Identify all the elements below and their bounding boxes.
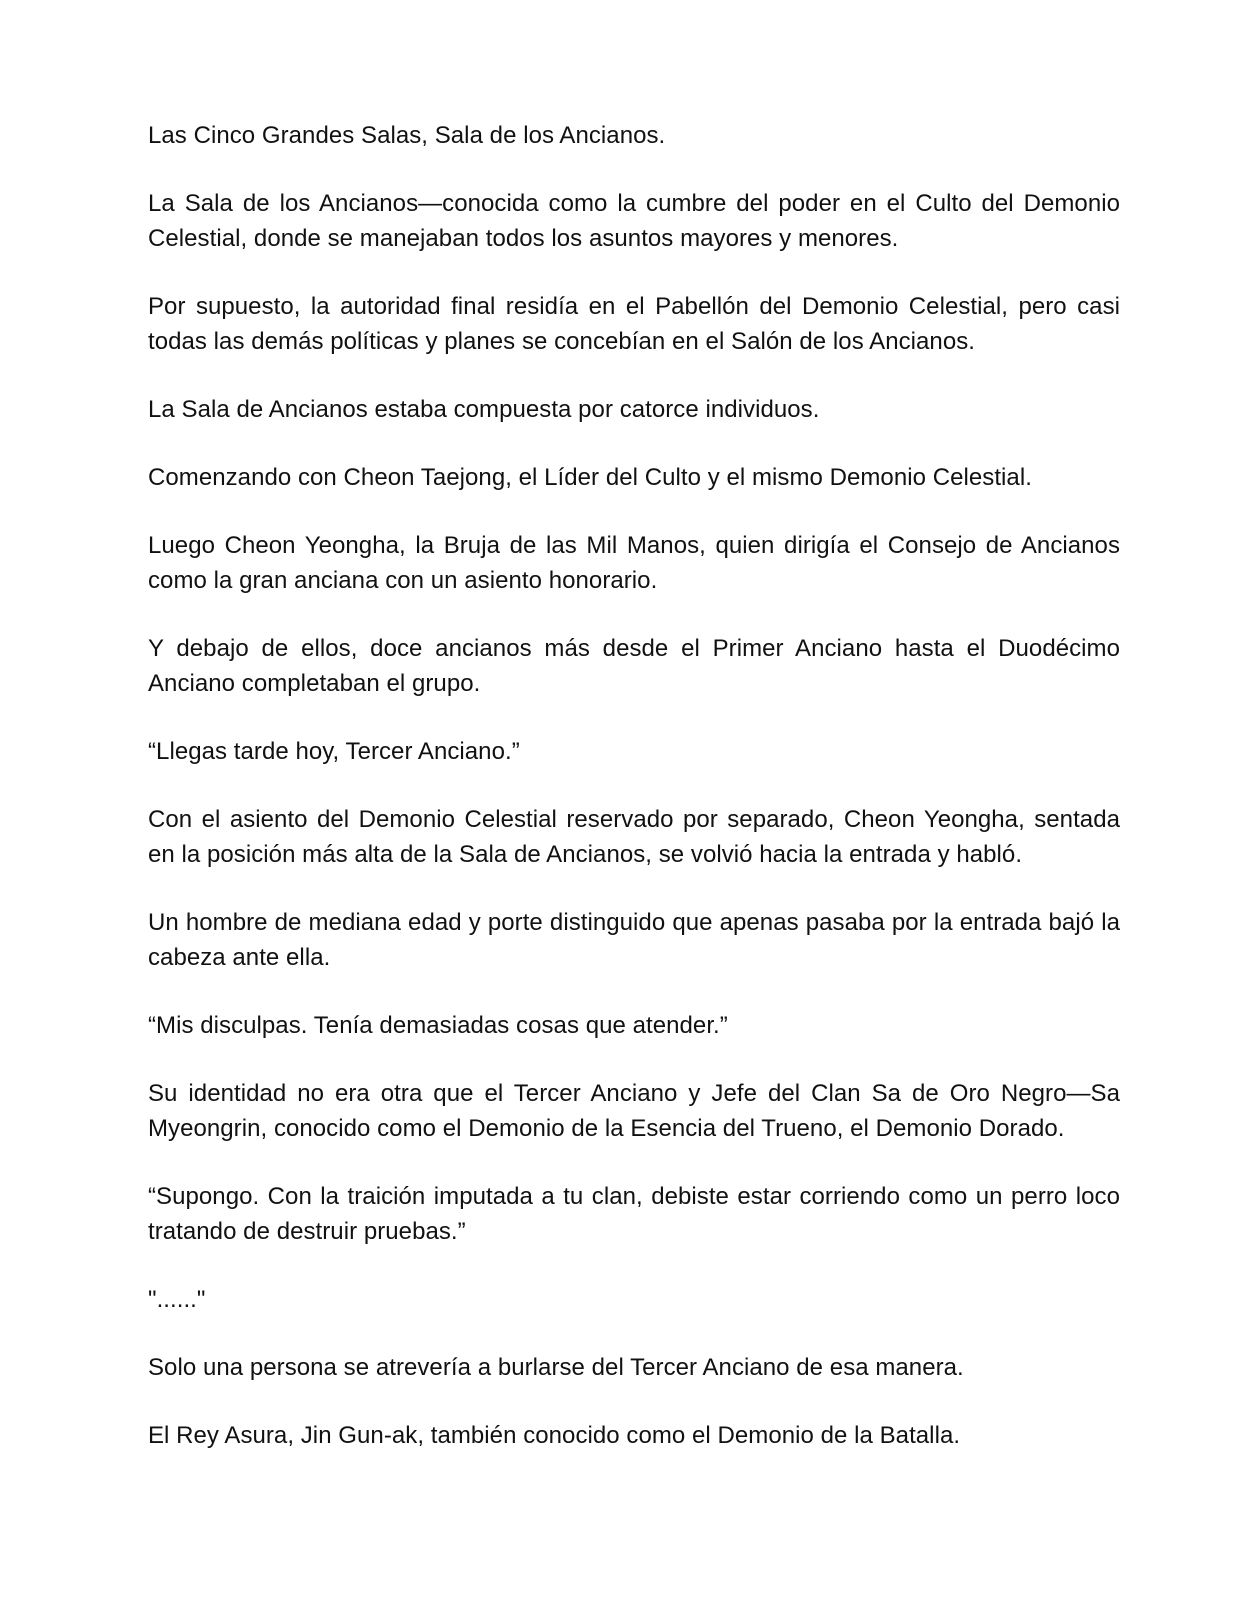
paragraph: El Rey Asura, Jin Gun-ak, también conocido como el Demonio de la Batalla.	[148, 1422, 961, 1449]
paragraph: Las Cinco Grandes Salas, Sala de los Ancianos.	[148, 122, 666, 149]
paragraph: Comenzando con Cheon Taejong, el Líder del Culto y el mismo Demonio Celestial.	[148, 464, 1032, 491]
paragraph: La Sala de Ancianos estaba compuesta por catorce individuos.	[148, 396, 820, 423]
paragraph: Con el asiento del Demonio Celestial reservado por separado, Cheon Yeongha, sentada en la posición más alta de la Sala de Ancianos, se volvió hacia la entrada y habló.	[148, 806, 1120, 868]
paragraph: "......"	[148, 1286, 206, 1313]
paragraph: Su identidad no era otra que el Tercer Anciano y Jefe del Clan Sa de Oro Negro—Sa Myeongrin, conocido como el Demonio de la Esencia del Trueno, el Demonio Dorado.	[148, 1080, 1120, 1142]
paragraph: Y debajo de ellos, doce ancianos más desde el Primer Anciano hasta el Duodécimo Anciano completaban el grupo.	[148, 635, 1120, 697]
paragraph: “Llegas tarde hoy, Tercer Anciano.”	[148, 738, 520, 765]
paragraph: Un hombre de mediana edad y porte distinguido que apenas pasaba por la entrada bajó la cabeza ante ella.	[148, 909, 1120, 971]
paragraph: La Sala de los Ancianos—conocida como la cumbre del poder en el Culto del Demonio Celestial, donde se manejaban todos los asuntos mayores y menores.	[148, 190, 1120, 252]
paragraph: Luego Cheon Yeongha, la Bruja de las Mil Manos, quien dirigía el Consejo de Ancianos como la gran anciana con un asiento honorario.	[148, 532, 1120, 594]
paragraph: “Supongo. Con la traición imputada a tu clan, debiste estar corriendo como un perro loco tratando de destruir pruebas.”	[148, 1183, 1120, 1245]
paragraph: “Mis disculpas. Tenía demasiadas cosas que atender.”	[148, 1012, 728, 1039]
paragraph: Solo una persona se atrevería a burlarse del Tercer Anciano de esa manera.	[148, 1354, 964, 1381]
paragraph: Por supuesto, la autoridad final residía en el Pabellón del Demonio Celestial, pero casi todas las demás políticas y planes se concebían en el Salón de los Ancianos.	[148, 293, 1120, 355]
document-body	[148, 118, 1120, 1486]
